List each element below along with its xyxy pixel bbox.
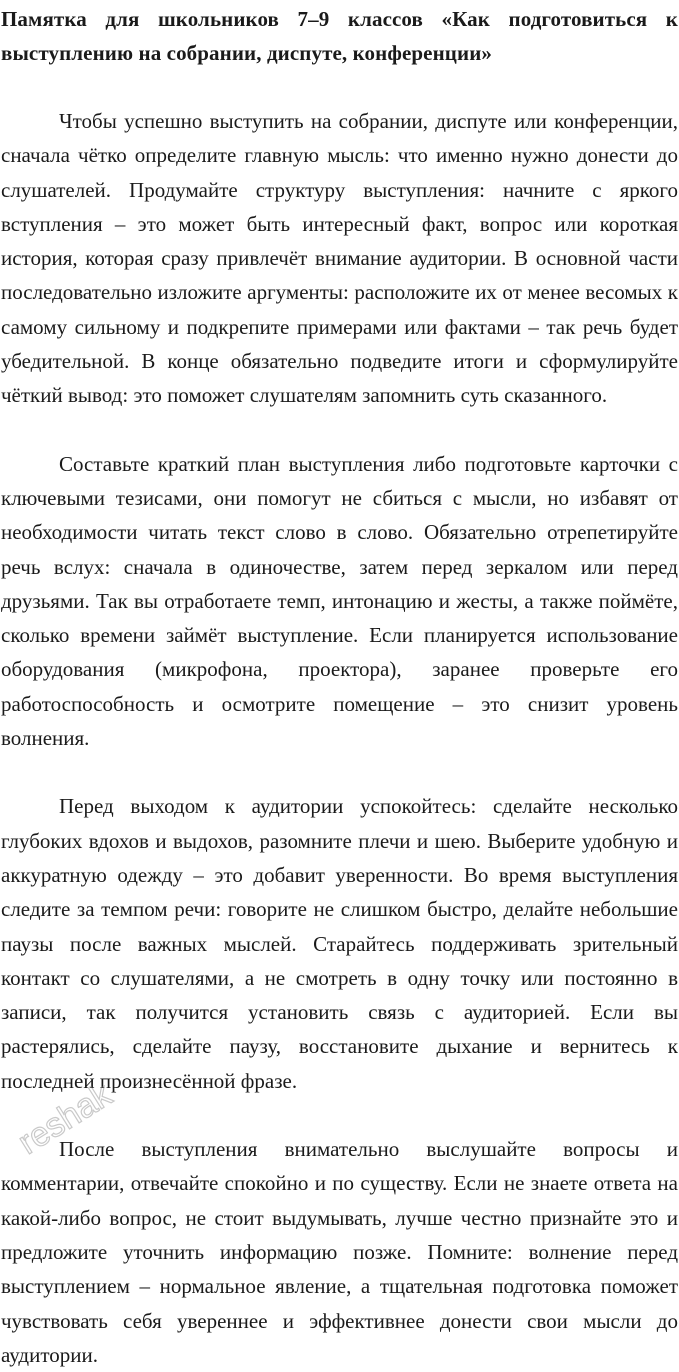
paragraph-4: После выступления внимательно выслушайте вопросы и комментарии, отвечайте спокойно и по существу. Если не знаете ответа на какой-либо вопрос, не стоит выдумывать, лучше честно признайте это и предложите уточнить информацию позже. Помните: волнение перед выступлением – нормальное явление, а тщательная подготовка поможет чувствовать себя увереннее и эффективнее донести свои мысли до аудитории. (1, 1137, 678, 1367)
document-title: Памятка для школьников 7–9 классов «Как подготовиться к выступлению на собрании, диспуте, конференции» (1, 7, 678, 65)
paragraph-3: Перед выходом к аудитории успокойтесь: сделайте несколько глубоких вдохов и выдохов, разомните плечи и шею. Выберите удобную и аккуратную одежду – это добавит уверенности. Во время выступления следите за темпом речи: говорите не слишком быстро, делайте небольшие паузы после важных мыслей. Старайтесь поддерживать зрительный контакт со слушателями, а не смотреть в одну точку или постоянно в записи, так получится установить связь с аудиторией. Если вы растерялись, сделайте паузу, восстановите дыхание и вернитесь к последней произнесённой фразе. (1, 794, 678, 1093)
paragraph-1: Чтобы успешно выступить на собрании, диспуте или конференции, сначала чётко определите главную мысль: что именно нужно донести до слушателей. Продумайте структуру выступления: начните с яркого вступления – это может быть интересный факт, вопрос или короткая история, которая сразу привлечёт внимание аудитории. В основной части последовательно изложите аргументы: расположите их от менее весомых к самому сильному и подкрепите примерами или фактами – так речь будет убедительной. В конце обязательно подведите итоги и сформулируйте чёткий вывод: это поможет слушателям запомнить суть сказанного. (1, 109, 678, 408)
paragraph-2: Составьте краткий план выступления либо подготовьте карточки с ключевыми тезисами, они помогут не сбиться с мысли, но избавят от необходимости читать текст слово в слово. Обязательно отрепетируйте речь вслух: сначала в одиночестве, затем перед зеркалом или перед друзьями. Так вы отработаете темп, интонацию и жесты, а также поймёте, сколько времени займёт выступление. Если планируется использование оборудования (микрофона, проектора), заранее проверьте его работоспособность и осмотрите помещение – это снизит уровень волнения. (1, 451, 678, 751)
watermark-text: reshak (11, 1075, 119, 1162)
